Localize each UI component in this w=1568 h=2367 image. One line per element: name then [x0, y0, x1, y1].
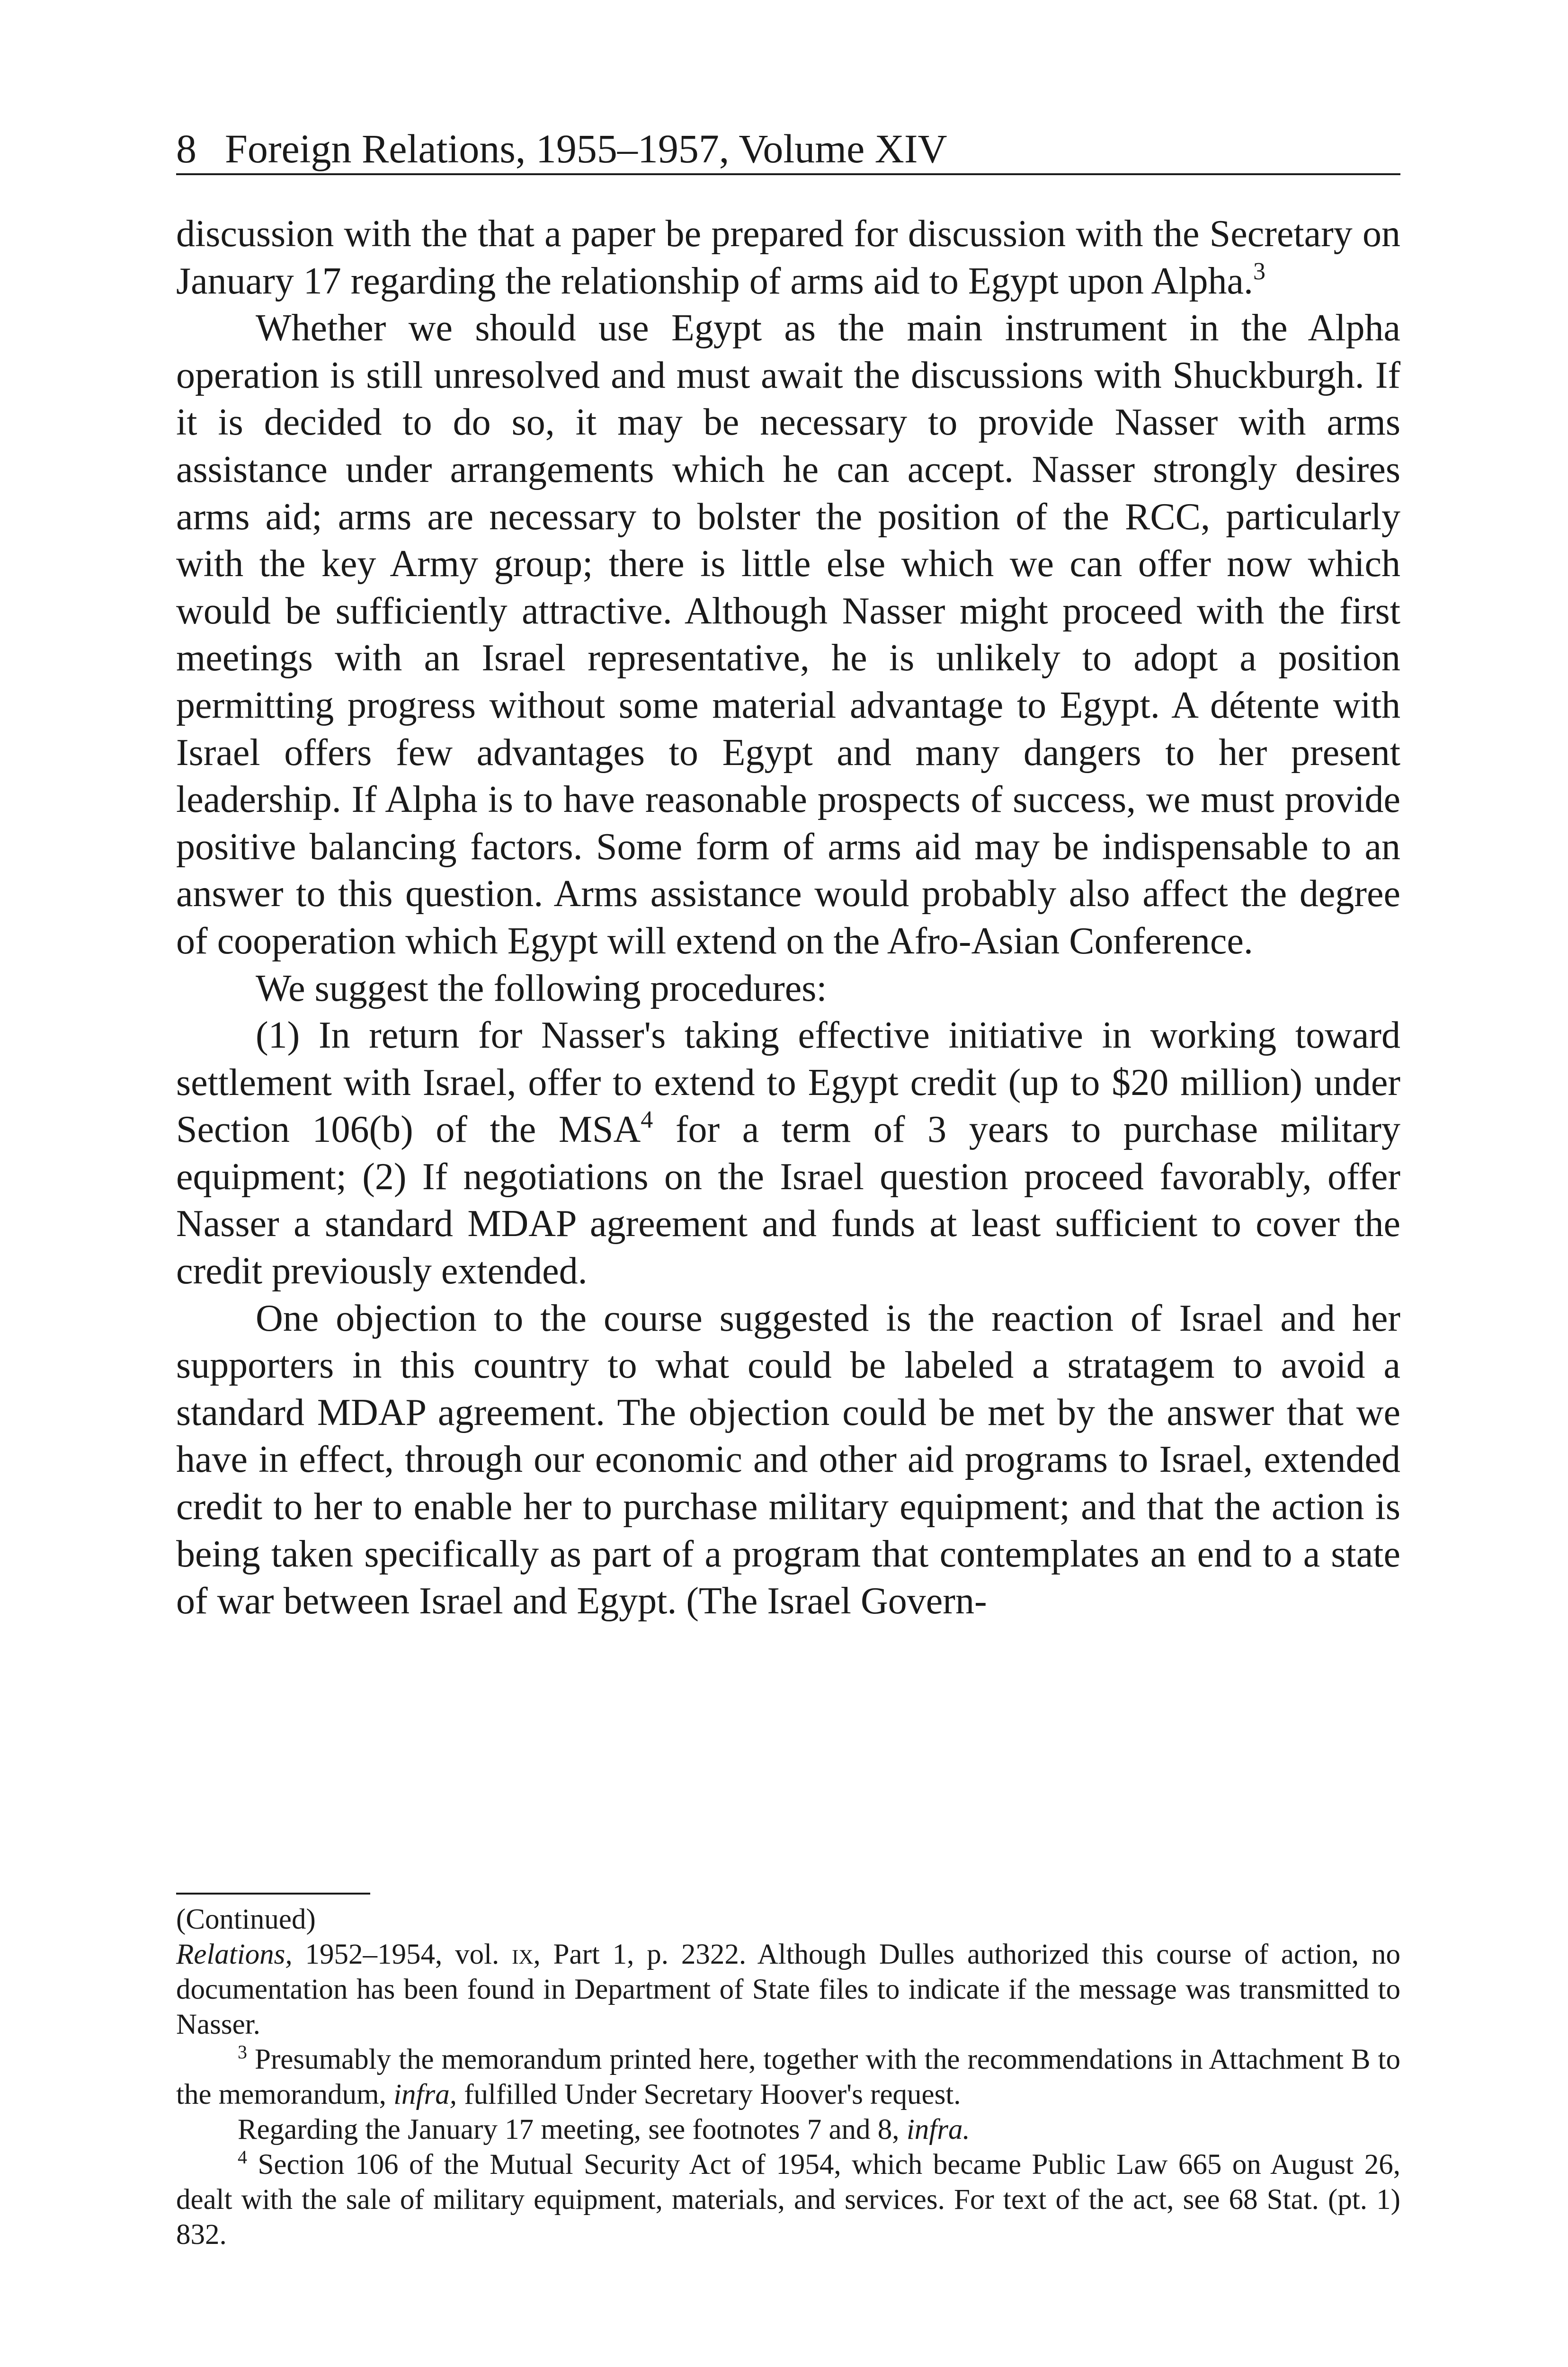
paragraph-3: We suggest the following procedures: [256, 967, 827, 1009]
footnote-4-number: 4 [238, 2146, 247, 2168]
footnote-ref-4: 4 [641, 1106, 653, 1134]
footnote-divider [176, 1893, 370, 1895]
main-text [176, 211, 1400, 1625]
page-number: 8 [176, 126, 196, 171]
footnote-continued-text-a: 1952–1954, vol. [292, 1939, 512, 1970]
paragraph-1 [176, 211, 1400, 305]
paragraph-4 [176, 1012, 1400, 1295]
footnote-continued-text-b: , Part 1, p. 2322. Although Dulles authorized this course of action, no documentation has been found in Department of State files to indicate if the message was transmitted to Nasser. [176, 1939, 1400, 2040]
footnote-3-continued [176, 2112, 1400, 2147]
paragraph-4-text-b: for a term of 3 years to purchase military equipment; (2) If negotiations on the Israel question proceed favorably, offer Nasser a standard MDAP agreement and funds at least sufficient to cover the credit previously extended. [176, 1109, 1401, 1292]
paragraph-5: One objection to the course suggested is the reaction of Israel and her supporters in this country to what could be labeled a stratagem to avoid a standard MDAP agreement. The objection could be met by the answer that we have in effect, through our economic and other aid programs to Israel, extended credit to her to enable her to purchase military equipment; and that the action is being taken specifically as part of a program that contemplates an end to a state of war between Israel and Egypt. (The Israel Govern- [176, 1297, 1400, 1622]
footnote-continued-italic: Relations, [176, 1939, 293, 1970]
footnotes [176, 1902, 1400, 2252]
paragraph-4-text-a: (1) In return for Nasser's taking effective initiative in working toward settlement with Israel, offer to extend to Egypt credit (up to $20 million) under Section 106(b) of the MSA [176, 1014, 1400, 1151]
paragraph-1-text: discussion with the that a paper be prepared for discussion with the Secretary on January 17 regarding the relationship of arms aid to Egypt upon Alpha. [176, 213, 1400, 302]
footnote-4 [176, 2147, 1400, 2252]
footnote-3 [176, 2042, 1400, 2112]
footnote-3-number: 3 [238, 2041, 247, 2063]
running-header [176, 124, 1400, 175]
footnote-3-infra: infra, [393, 2079, 457, 2110]
footnote-3-text-a: Presumably the memorandum printed here, together with the recommendations in Attachment B to the memorandum, [176, 2044, 1400, 2110]
footnote-continued [176, 1937, 1400, 2042]
footnote-3-text-b: fulfilled Under Secretary Hoover's request. [456, 2079, 961, 2110]
running-title: Foreign Relations, 1955–1957, Volume XIV [225, 126, 947, 171]
footnote-ref-3: 3 [1253, 258, 1266, 285]
paragraph-2: Whether we should use Egypt as the main instrument in the Alpha operation is still unresolved and must await the discussions with Shuckburgh. If it is decided to do so, it may be necessary to provide Nasser with arms assistance under arrangements which he can accept. Nasser strongly desires arms aid; arms are necessary to bolster the position of the RCC, particularly with the key Army group; there is little else which we can offer now which would be sufficiently attractive. Although Nasser might proceed with the first meetings with an Israel representative, he is unlikely to adopt a position permitting progress without some material advantage to Egypt. A détente with Israel offers few advantages to Egypt and many dangers to her present leadership. If Alpha is to have reasonable prospects of success, we must provide positive balancing factors. Some form of arms aid may be indispensable to an answer to this question. Arms assistance would probably also affect the degree of cooperation which Egypt will extend on the Afro-Asian Conference. [176, 307, 1400, 962]
footnote-4-text: Section 106 of the Mutual Security Act of 1954, which became Public Law 665 on August 26, dealt with the sale of military equipment, materials, and services. For text of the act, see 68 Stat. (pt. 1) 832. [176, 2149, 1400, 2251]
footnote-3-continued-infra: infra. [906, 2114, 970, 2145]
footnote-3-continued-text: Regarding the January 17 meeting, see footnotes 7 and 8, [238, 2114, 907, 2145]
footnote-continued-label: (Continued) [176, 1904, 316, 1935]
footnote-continued-volume: ix [512, 1939, 534, 1970]
